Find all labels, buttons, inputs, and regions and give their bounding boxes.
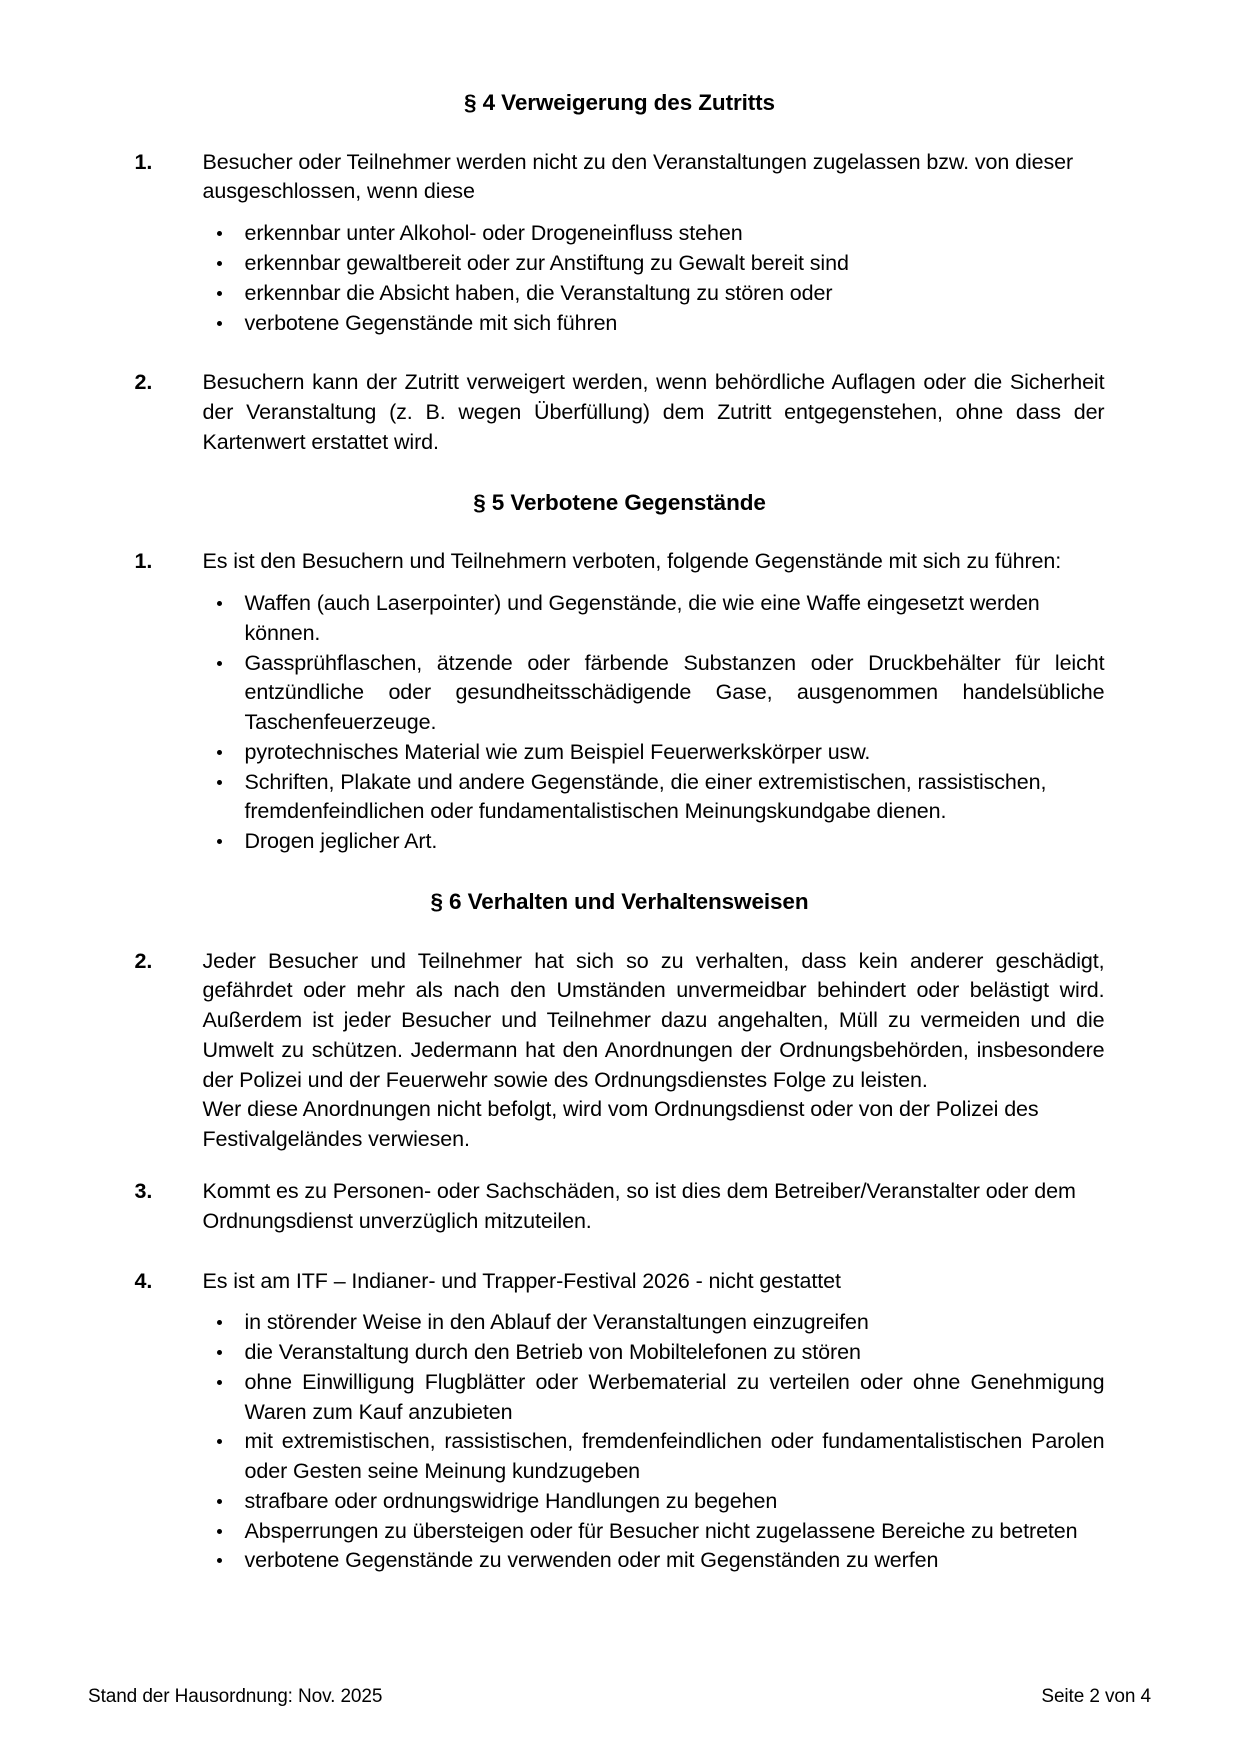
spacer: [135, 458, 1105, 488]
clause-text: Besuchern kann der Zutritt verweigert werden, wenn behördliche Auflagen oder die Sicherheit der Veranstaltung (z. B. wegen Überfüllung) dem Zutritt entgegenstehen, ohne dass der Kartenwert erstattet wird.: [202, 370, 1105, 454]
list-item: erkennbar gewaltbereit oder zur Anstiftung zu Gewalt bereit sind: [213, 249, 1105, 279]
clause-6-4: [135, 1267, 1105, 1297]
spacer: [135, 1296, 1105, 1308]
list-item: verbotene Gegenstände zu verwenden oder mit Gegenständen zu werfen: [213, 1546, 1105, 1576]
clause-6-2: [135, 947, 1105, 1155]
clause-text: Es ist am ITF – Indianer- und Trapper-Festival 2026 - nicht gestattet: [202, 1268, 841, 1293]
bullet-list: [213, 1308, 1105, 1576]
clause-number: 2.: [134, 948, 153, 973]
footer-page-number: Seite 2 von 4: [1041, 1686, 1151, 1707]
list-item: Schriften, Plakate und andere Gegenstände, die einer extremistischen, rassistischen, fremdenfeindlichen oder fundamentalistischen Meinungskundgabe dienen.: [213, 768, 1105, 828]
page-footer: [88, 1686, 1151, 1708]
list-item: erkennbar unter Alkohol- oder Drogeneinfluss stehen: [213, 219, 1105, 249]
bullet-list: [213, 589, 1105, 857]
clause-text: Es ist den Besuchern und Teilnehmern verboten, folgende Gegenstände mit sich zu führen:: [202, 549, 1062, 574]
bullet-list: [213, 219, 1105, 338]
list-item: verbotene Gegenstände mit sich führen: [213, 309, 1105, 339]
bullet-block-4-1: [213, 219, 1105, 338]
section-heading-5: § 5 Verbotene Gegenstände: [473, 489, 766, 515]
clause-text: [203, 947, 1105, 1155]
section-heading-4: § 4 Verweigerung des Zutritts: [464, 90, 775, 115]
spacer: [135, 517, 1105, 547]
list-item: Drogen jeglicher Art.: [213, 827, 1105, 857]
spacer: [135, 917, 1105, 947]
spacer: [135, 338, 1105, 368]
list-item: ohne Einwilligung Flugblätter oder Werbematerial zu verteilen oder ohne Genehmigung Waren zum Kauf anzubieten: [213, 1368, 1105, 1428]
list-item: pyrotechnisches Material wie zum Beispiel Feuerwerkskörper usw.: [213, 738, 1105, 768]
spacer: [135, 207, 1105, 219]
clause-number: 1.: [134, 149, 153, 174]
list-item: Gassprühflaschen, ätzende oder färbende Substanzen oder Druckbehälter für leicht entzündliche oder gesundheitsschädigende Gase, ausgenommen handelsübliche Taschenfeuerzeuge.: [213, 649, 1105, 738]
footer-status-text: Stand der Hausordnung: Nov. 2025: [88, 1686, 383, 1707]
document-content: [135, 88, 1105, 1576]
spacer: [135, 577, 1105, 589]
spacer: [135, 1237, 1105, 1267]
bullet-block-6-4: [213, 1308, 1105, 1576]
clause-text: Besucher oder Teilnehmer werden nicht zu den Veranstaltungen zugelassen bzw. von dieser ausgeschlossen, wenn diese: [202, 149, 1074, 204]
clause-number: 1.: [134, 549, 153, 574]
spacer: [135, 1155, 1105, 1177]
clause-number: 4.: [134, 1268, 153, 1293]
clause-number: 3.: [134, 1178, 153, 1203]
clause-text: Kommt es zu Personen- oder Sachschäden, so ist dies dem Betreiber/Veranstalter oder dem Ordnungsdienst unverzüglich mitzuteilen.: [202, 1178, 1076, 1233]
list-item: erkennbar die Absicht haben, die Veranstaltung zu stören oder: [213, 279, 1105, 309]
list-item: Absperrungen zu übersteigen oder für Besucher nicht zugelassene Bereiche zu betreten: [213, 1517, 1105, 1547]
list-item: in störender Weise in den Ablauf der Veranstaltungen einzugreifen: [213, 1308, 1105, 1338]
clause-6-3: [135, 1177, 1105, 1237]
clause-4-2: [135, 368, 1105, 457]
clause-paragraph: Jeder Besucher und Teilnehmer hat sich so zu verhalten, dass kein anderer geschädigt, gefährdet oder mehr als nach den Umständen unvermeidbar behindert oder belästigt wird. Außerdem ist jeder Besucher und Teilnehmer dazu angehalten, Müll zu vermeiden und die Umwelt zu schützen. Jedermann hat den Anordnungen der Ordnungsbehörden, insbesondere der Polizei und der Feuerwehr sowie des Ordnungsdienstes Folge zu leisten.: [202, 948, 1105, 1092]
clause-paragraph: Wer diese Anordnungen nicht befolgt, wird vom Ordnungsdienst oder von der Polizei des Festivalgeländes verwiesen.: [202, 1097, 1039, 1152]
clause-number: 2.: [134, 370, 153, 395]
list-item: mit extremistischen, rassistischen, fremdenfeindlichen oder fundamentalistischen Parolen oder Gesten seine Meinung kundzugeben: [213, 1427, 1105, 1487]
spacer: [135, 118, 1105, 148]
list-item: Waffen (auch Laserpointer) und Gegenstände, die wie eine Waffe eingesetzt werden können.: [213, 589, 1105, 649]
clause-4-1: [135, 148, 1105, 208]
list-item: die Veranstaltung durch den Betrieb von Mobiltelefonen zu stören: [213, 1338, 1105, 1368]
section-heading-6: § 6 Verhalten und Verhaltensweisen: [430, 888, 809, 914]
list-item: strafbare oder ordnungswidrige Handlungen zu begehen: [213, 1487, 1105, 1517]
spacer: [135, 857, 1105, 887]
bullet-block-5-1: [213, 589, 1105, 857]
clause-5-1: [135, 547, 1105, 577]
